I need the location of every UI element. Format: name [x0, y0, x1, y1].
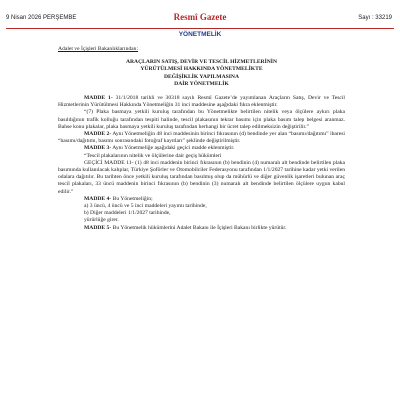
article-label: MADDE 2- — [84, 131, 112, 138]
article-3 — [58, 145, 345, 152]
article-label: MADDE 3- — [84, 145, 112, 152]
article-text: Aynı Yönetmeliğin 48 inci maddesinin birinci fıkrasının (d) bendinde yer alan “basımı/dağıtımı” ibaresi “basımı/dağıtımı, basımı sonrasındaki fotoğraf kayıtları” şeklinde değiştirilmiştir. — [58, 131, 345, 145]
issue-date: 9 Nisan 2026 PERŞEMBE — [6, 15, 77, 21]
title-line: ARAÇLARIN SATIŞ, DEVİR VE TESCİL HİZMETLERİNİN — [125, 59, 278, 66]
article-5 — [58, 225, 345, 232]
article-4-item-a: a) 3 üncü, 4 üncü ve 5 inci maddeleri yayımı tarihinde, — [84, 203, 207, 210]
article-1 — [58, 95, 345, 109]
article-3-quote-heading: “Tescil plakalarının nitelik ve ölçülerine dair geçiş hükümleri — [84, 152, 222, 159]
issue-number: Sayı : 33219 — [358, 15, 392, 21]
issuing-authority: Adalet ve İçişleri Bakanlıklarından: — [58, 46, 138, 52]
article-4 — [58, 196, 345, 203]
article-2 — [58, 131, 345, 145]
header-rule — [6, 28, 394, 29]
publication-title: Resmî Gazete — [173, 12, 227, 22]
page-header — [6, 12, 394, 26]
article-text: 31/1/2018 tarihli ve 30318 sayılı Resmî Gazete’de yayımlanan Araçların Satış, Devir ve Tescil Hizmetlerinin Yürütülmesi Hakkında Yönetmeliğin 31 inci maddesine aşağıdaki fıkra eklenmiştir. — [58, 95, 345, 109]
article-label: MADDE 4- — [84, 195, 112, 202]
section-heading: YÖNETMELİK — [178, 31, 222, 38]
article-4-item-b: b) Diğer maddeleri 1/1/2027 tarihinde, — [84, 210, 171, 217]
article-1-quote: “(7) Plaka basmaya yetkili kuruluş tarafından bu Yönetmelikte belirtilen nitelik veya ölçülere aykırı plaka basıldığının trafik kolluğu tarafından tespiti halinde, tescil plakasının tekrar basımı için plaka basım talep belgesi aranmaz. Bahse konu plakalar, plaka basmaya yetkili kuruluş tarafından herhangi bir ücret talep edilmeksizin değiştirilir.” — [58, 109, 345, 130]
article-4-closing: yürürlüğe girer. — [84, 217, 119, 224]
article-label: MADDE 1- — [84, 95, 113, 102]
article-3-quote-body: GEÇİCİ MADDE 11- (1) 48 inci maddenin birinci fıkrasının (b) bendinin (4) numaralı alt bendinde belirtilen plaka basımında kullanılacak kalıplar, Türkiye Şoförler ve Otomobilciler Federasyonu tarafından 1/1/2027 tarihine kadar yetki verilen odalara dağıtılır. Bu tarihten önce yetkili kuruluş tarafından basılmış olup da mühürlü ve diğer güvenlik işaretleri bulunan araç tescil plakaları, 33 üncü maddenin birinci fıkrasının (b) bendinin (3) numaralı alt bendinde belirtilen ölçülere uygun kabul edilir.” — [58, 159, 345, 195]
document-body — [58, 46, 345, 232]
regulation-title — [58, 59, 345, 88]
article-label: MADDE 5- — [84, 224, 112, 231]
article-text: Bu Yönetmeliğin; — [111, 195, 153, 202]
title-line: DAİR YÖNETMELİK — [174, 80, 229, 87]
title-line: YÜRÜTÜLMESİ HAKKINDA YÖNETMELİKTE — [140, 66, 263, 73]
article-text: Aynı Yönetmeliğe aşağıdaki geçici madde eklenmiştir. — [111, 145, 235, 152]
article-text: Bu Yönetmelik hükümlerini Adalet Bakanı ile İçişleri Bakanı birlikte yürütür. — [111, 224, 287, 231]
title-line: DEĞİŞİKLİK YAPILMASINA — [164, 73, 239, 80]
